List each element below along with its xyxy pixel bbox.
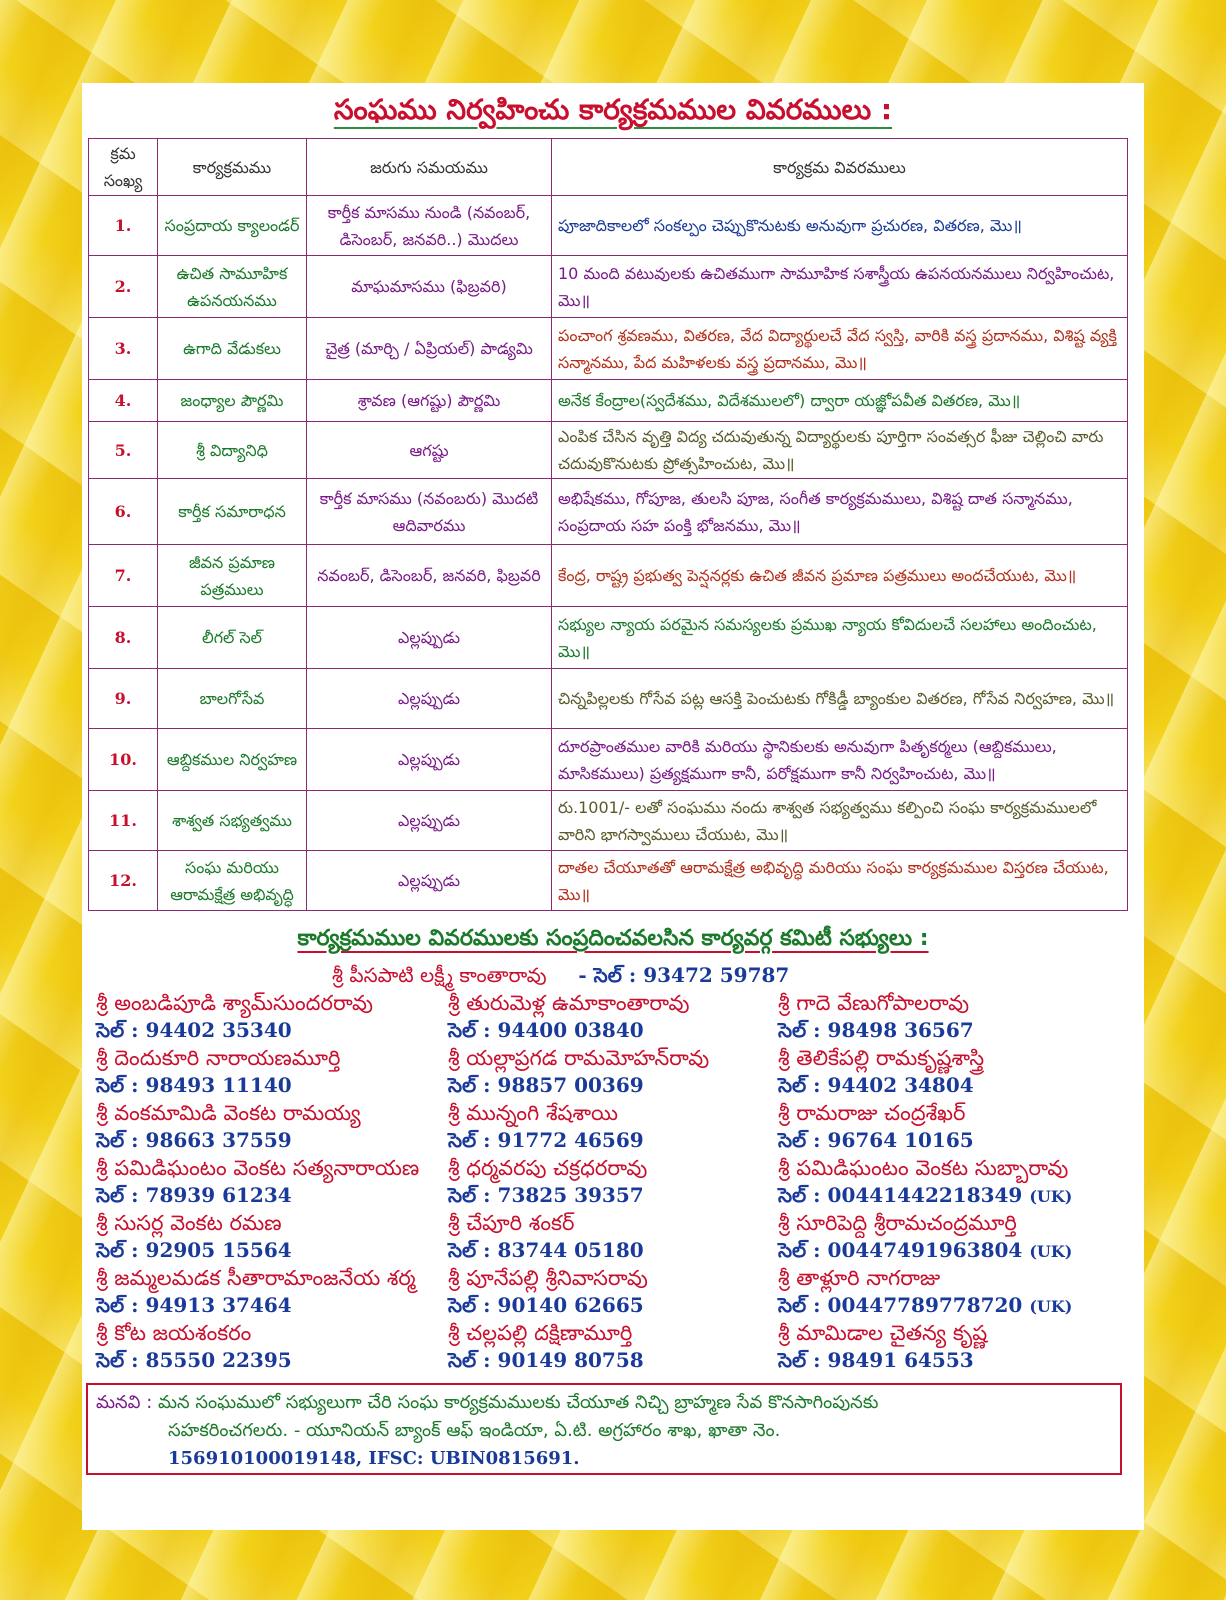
member-entry	[448, 1044, 709, 1099]
member-cell	[96, 1127, 419, 1155]
committee-column-2	[448, 989, 709, 1374]
member-cell-number: సెల్ : 98857 00369	[448, 1073, 644, 1097]
row-number: 2.	[89, 256, 158, 318]
member-entry	[778, 1319, 1072, 1374]
member-entry	[96, 1319, 419, 1374]
member-cell	[778, 1072, 1072, 1100]
table-row	[89, 380, 1128, 422]
member-entry	[778, 1264, 1072, 1319]
row-time: చైత్ర (మార్చి / ఏప్రియల్) పాడ్యమి	[307, 318, 552, 380]
member-cell-number: సెల్ : 73825 39357	[448, 1183, 644, 1207]
member-cell-number: సెల్ : 92905 15564	[96, 1238, 292, 1262]
row-program: శాశ్వత సభ్యత్వము	[158, 791, 307, 851]
row-details: అభిషేకము, గోపూజ, తులసి పూజ, సంగీత కార్యక్రమములు, విశిష్ట దాత సన్మానము, సంప్రదాయ సహ పంక్తి భోజనము, మొ॥	[552, 479, 1128, 545]
table-row	[89, 669, 1128, 729]
member-cell	[778, 1347, 1072, 1375]
row-number: 3.	[89, 318, 158, 380]
row-details: దూరప్రాంతముల వారికి మరియు స్థానికులకు అనువుగా పితృకర్మలు (ఆబ్దికములు, మాసికములు) ప్రత్యక్షముగా కానీ, పరోక్షముగా కానీ నిర్వహించుట, మొ॥	[552, 729, 1128, 791]
member-entry	[778, 1154, 1072, 1209]
table-row	[89, 607, 1128, 669]
table-header-row	[89, 139, 1128, 196]
header-serial-number	[89, 139, 158, 196]
member-name: శ్రీ సుసర్ల వెంకట రమణ	[96, 1211, 282, 1235]
member-cell-number: సెల్ : 94400 03840	[448, 1018, 644, 1042]
member-cell-suffix: (UK)	[1029, 1242, 1073, 1261]
member-cell	[778, 1292, 1072, 1320]
member-entry	[96, 1154, 419, 1209]
row-details: ఎంపిక చేసిన వృత్తి విద్య చదువుతున్న విద్యార్థులకు పూర్తిగా సంవత్సర ఫీజు చెల్లించి వారు చదువుకొనుటకు ప్రోత్సహించుట, మొ॥	[552, 422, 1128, 479]
row-time: మాఘమాసము (ఫిబ్రవరి)	[307, 256, 552, 318]
row-details: కేంద్ర, రాష్ట్ర ప్రభుత్వ పెన్షనర్లకు ఉచిత జీవన ప్రమాణ పత్రములు అందచేయుట, మొ॥	[552, 545, 1128, 607]
member-cell-number: సెల్ : 94913 37464	[96, 1293, 292, 1317]
member-name: శ్రీ తురుమెళ్ల ఉమాకాంతారావు	[448, 991, 690, 1015]
request-note-box	[86, 1383, 1122, 1475]
member-name: శ్రీ కోట జయశంకరం	[96, 1321, 252, 1345]
member-name: శ్రీ చల్లపల్లి దక్షిణామూర్తి	[448, 1321, 633, 1345]
member-cell-number: సెల్ : 94402 34804	[778, 1073, 974, 1097]
member-cell	[778, 1127, 1072, 1155]
member-name: శ్రీ వంకమామిడి వెంకట రామయ్య	[96, 1101, 361, 1125]
row-time: కార్తీక మాసము నుండి (నవంబర్, డిసెంబర్, జనవరి..) మొదలు	[307, 196, 552, 256]
member-name: శ్రీ సూరిపెద్ది శ్రీరామచంద్రమూర్తి	[778, 1211, 1017, 1235]
row-number: 10.	[89, 729, 158, 791]
member-cell-number: సెల్ : 78939 61234	[96, 1183, 292, 1207]
member-cell	[96, 1182, 419, 1210]
member-cell	[448, 1292, 709, 1320]
row-program: కార్తీక సమారాధన	[158, 479, 307, 545]
row-program: జంధ్యాల పౌర్ణమి	[158, 380, 307, 422]
header-details: కార్యక్రమ వివరములు	[552, 139, 1128, 196]
president-name: శ్రీ పీసపాటి లక్ష్మీ కాంతారావు	[332, 963, 547, 987]
committee-title: కార్యక్రమముల వివరములకు సంప్రదించవలసిన కార్యవర్గ కమిటీ సభ్యులు :	[297, 926, 929, 951]
member-name: శ్రీ దెందుకూరి నారాయణమూర్తి	[96, 1046, 341, 1070]
table-row	[89, 729, 1128, 791]
member-cell	[96, 1072, 419, 1100]
member-entry	[778, 1209, 1072, 1264]
header-time: జరుగు సమయము	[307, 139, 552, 196]
member-cell-suffix: (UK)	[1029, 1187, 1073, 1206]
header-serial-line1: క్రమ	[110, 144, 136, 163]
member-cell-number: సెల్ : 83744 05180	[448, 1238, 644, 1262]
table-row	[89, 196, 1128, 256]
table-row	[89, 422, 1128, 479]
row-details: పంచాంగ శ్రవణము, వితరణ, వేద విద్యార్థులచే వేద స్వస్తి, వారికి వస్త్ర ప్రదానము, విశిష్ట వ్యక్తి సన్మానము, పేద మహిళలకు వస్త్ర ప్రదానము, మొ॥	[552, 318, 1128, 380]
note-line-1	[96, 1389, 1112, 1417]
row-number: 9.	[89, 669, 158, 729]
row-program: జీవన ప్రమాణ పత్రములు	[158, 545, 307, 607]
member-entry	[448, 989, 709, 1044]
member-cell	[96, 1292, 419, 1320]
member-cell	[778, 1237, 1072, 1265]
member-entry	[778, 989, 1072, 1044]
row-details: అనేక కేంద్రాల(స్వదేశము, విదేశములలో) ద్వారా యజ్ఞోపవీత వితరణ, మొ॥	[552, 380, 1128, 422]
table-row	[89, 791, 1128, 851]
note-label: మనవి :	[96, 1392, 153, 1413]
member-name: శ్రీ పమిడిఘంటం వెంకట సత్యనారాయణ	[96, 1156, 420, 1180]
row-number: 1.	[89, 196, 158, 256]
note-account-details: 15691010001914​8, IFSC: UBIN0815691.	[168, 1448, 580, 1469]
row-time: ఎల్లప్పుడు	[307, 851, 552, 911]
row-program: లీగల్ సెల్	[158, 607, 307, 669]
president-cell: - సెల్ : 93472 59787	[578, 963, 790, 987]
member-name: శ్రీ మామిడాల చైతన్య కృష్ణ	[778, 1321, 988, 1345]
member-cell-number: సెల్ : 94402 35340	[96, 1018, 292, 1042]
member-name: శ్రీ ధర్మవరపు చక్రధరరావు	[448, 1156, 648, 1180]
member-cell	[96, 1017, 419, 1045]
row-time: నవంబర్, డిసెంబర్, జనవరి, ఫిబ్రవరి	[307, 545, 552, 607]
member-cell	[778, 1182, 1072, 1210]
member-cell	[448, 1072, 709, 1100]
member-cell	[448, 1017, 709, 1045]
member-entry	[96, 1099, 419, 1154]
row-time: ఎల్లప్పుడు	[307, 791, 552, 851]
member-cell	[778, 1017, 1072, 1045]
member-cell-number: సెల్ : 00447789778720	[778, 1293, 1023, 1317]
member-entry	[96, 1264, 419, 1319]
member-name: శ్రీ గాదె వేణుగోపాలరావు	[778, 991, 970, 1015]
member-cell-number: సెల్ : 90140 62665	[448, 1293, 644, 1317]
row-number: 6.	[89, 479, 158, 545]
table-row	[89, 318, 1128, 380]
member-name: శ్రీ తాళ్లూరి నాగరాజు	[778, 1266, 941, 1290]
page-title: సంఘము నిర్వహించు కార్యక్రమముల వివరములు :	[333, 93, 893, 126]
row-details: రు.1001/- లతో సంఘము నందు శాశ్వత సభ్యత్వము కల్పించి సంఘ కార్యక్రమములలో వారిని భాగస్వాములు చేయుట, మొ॥	[552, 791, 1128, 851]
member-cell-number: సెల్ : 85550 22395	[96, 1348, 292, 1372]
table-row	[89, 256, 1128, 318]
row-time: శ్రావణ (ఆగష్టు) పౌర్ణమి	[307, 380, 552, 422]
row-number: 8.	[89, 607, 158, 669]
row-number: 12.	[89, 851, 158, 911]
member-cell-number: సెల్ : 91772 46569	[448, 1128, 644, 1152]
member-name: శ్రీ అంబడిపూడి శ్యామ్‌సుందరరావు	[96, 991, 373, 1015]
member-name: శ్రీ చేపూరి శంకర్	[448, 1211, 575, 1235]
member-name: శ్రీ తెలికేపల్లి రామకృష్ణశాస్త్రి	[778, 1046, 985, 1070]
note-line-1-text: మన సంఘములో సభ్యులుగా చేరి సంఘ కార్యక్రమములకు చేయూత నిచ్చి బ్రాహ్మణ సేవ కొనసాగింపునకు	[158, 1392, 879, 1413]
member-cell	[96, 1237, 419, 1265]
row-details: చిన్నపిల్లలకు గోసేవ పట్ల ఆసక్తి పెంచుటకు గోకిడ్డీ బ్యాంకుల వితరణ, గోసేవ నిర్వహణ, మొ॥	[552, 669, 1128, 729]
member-name: శ్రీ మున్నంగి శేషశాయి	[448, 1101, 618, 1125]
row-program: శ్రీ విద్యానిధి	[158, 422, 307, 479]
member-cell-number: సెల్ : 00441442218349	[778, 1183, 1023, 1207]
member-entry	[448, 1209, 709, 1264]
member-cell-number: సెల్ : 00447491963804	[778, 1238, 1023, 1262]
member-entry	[778, 1044, 1072, 1099]
row-details: పూజాదికాలలో సంకల్పం చెప్పుకొనుటకు అనువుగా ప్రచురణ, వితరణ, మొ॥	[552, 196, 1128, 256]
row-time: ఆగష్టు	[307, 422, 552, 479]
row-number: 11.	[89, 791, 158, 851]
row-program: ఆబ్దికముల నిర్వహణ	[158, 729, 307, 791]
member-cell-number: సెల్ : 98491 64553	[778, 1348, 974, 1372]
row-program: ఉగాది వేడుకలు	[158, 318, 307, 380]
member-entry	[778, 1099, 1072, 1154]
row-number: 7.	[89, 545, 158, 607]
row-program: ఉచిత సామూహిక ఉపనయనము	[158, 256, 307, 318]
row-time: కార్తీక మాసము (నవంబరు) మొదటి ఆదివారము	[307, 479, 552, 545]
member-entry	[448, 1099, 709, 1154]
member-cell	[448, 1237, 709, 1265]
row-time: ఎల్లప్పుడు	[307, 729, 552, 791]
content-panel	[82, 83, 1144, 1530]
row-program: బాలగోసేవ	[158, 669, 307, 729]
member-cell	[96, 1347, 419, 1375]
row-time: ఎల్లప్పుడు	[307, 669, 552, 729]
table-row	[89, 545, 1128, 607]
row-program: సంఘ మరియు ఆరామక్షేత్ర అభివృద్ధి	[158, 851, 307, 911]
member-cell-number: సెల్ : 96764 10165	[778, 1128, 974, 1152]
programs-table	[88, 138, 1128, 911]
header-program: కార్యక్రమము	[158, 139, 307, 196]
member-cell-number: సెల్ : 90149 80758	[448, 1348, 644, 1372]
member-name: శ్రీ యల్లాప్రగడ రామమోహన్‌రావు	[448, 1046, 710, 1070]
row-time: ఎల్లప్పుడు	[307, 607, 552, 669]
row-details: 10 మంది వటువులకు ఉచితముగా సామూహిక సశాస్త్రీయ ఉపనయనములు నిర్వహించుట, మొ॥	[552, 256, 1128, 318]
member-entry	[96, 1044, 419, 1099]
member-name: శ్రీ పూనేపల్లి శ్రీనివాసరావు	[448, 1266, 648, 1290]
table-row	[89, 851, 1128, 911]
committee-column-3	[778, 989, 1072, 1374]
row-details: సభ్యుల న్యాయ పరమైన సమస్యలకు ప్రముఖ న్యాయ కోవిదులచే సలహాలు అందించుట, మొ॥	[552, 607, 1128, 669]
member-name: శ్రీ జమ్మలమడక సీతారామాంజనేయ శర్మ	[96, 1266, 416, 1290]
member-cell-number: సెల్ : 98663 37559	[96, 1128, 292, 1152]
member-name: శ్రీ రామరాజు చంద్రశేఖర్	[778, 1101, 966, 1125]
member-entry	[448, 1154, 709, 1209]
row-details: దాతల చేయూతతో ఆరామక్షేత్ర అభివృద్ధి మరియు సంఘ కార్యక్రమముల విస్తరణ చేయుట, మొ॥	[552, 851, 1128, 911]
member-entry	[448, 1264, 709, 1319]
header-serial-line2: సంఖ్య	[103, 171, 143, 190]
note-line-2: సహకరించగలరు. - యూనియన్ బ్యాంక్ ఆఫ్ ఇండియా, ఏ.టి. అగ్రహారం శాఖ, ఖాతా నెం.	[168, 1420, 781, 1441]
row-program: సంప్రదాయ క్యాలండర్	[158, 196, 307, 256]
member-cell	[448, 1347, 709, 1375]
member-entry	[448, 1319, 709, 1374]
member-name: శ్రీ పమిడిఘంటం వెంకట సుబ్బారావు	[778, 1156, 1069, 1180]
president-contact	[332, 963, 789, 992]
row-number: 4.	[89, 380, 158, 422]
member-cell-number: సెల్ : 98498 36567	[778, 1018, 974, 1042]
member-cell	[448, 1182, 709, 1210]
row-number: 5.	[89, 422, 158, 479]
member-cell-suffix: (UK)	[1029, 1297, 1073, 1316]
table-row	[89, 479, 1128, 545]
member-cell	[448, 1127, 709, 1155]
member-entry	[96, 989, 419, 1044]
member-entry	[96, 1209, 419, 1264]
committee-column-1	[96, 989, 419, 1374]
member-cell-number: సెల్ : 98493 11140	[96, 1073, 292, 1097]
